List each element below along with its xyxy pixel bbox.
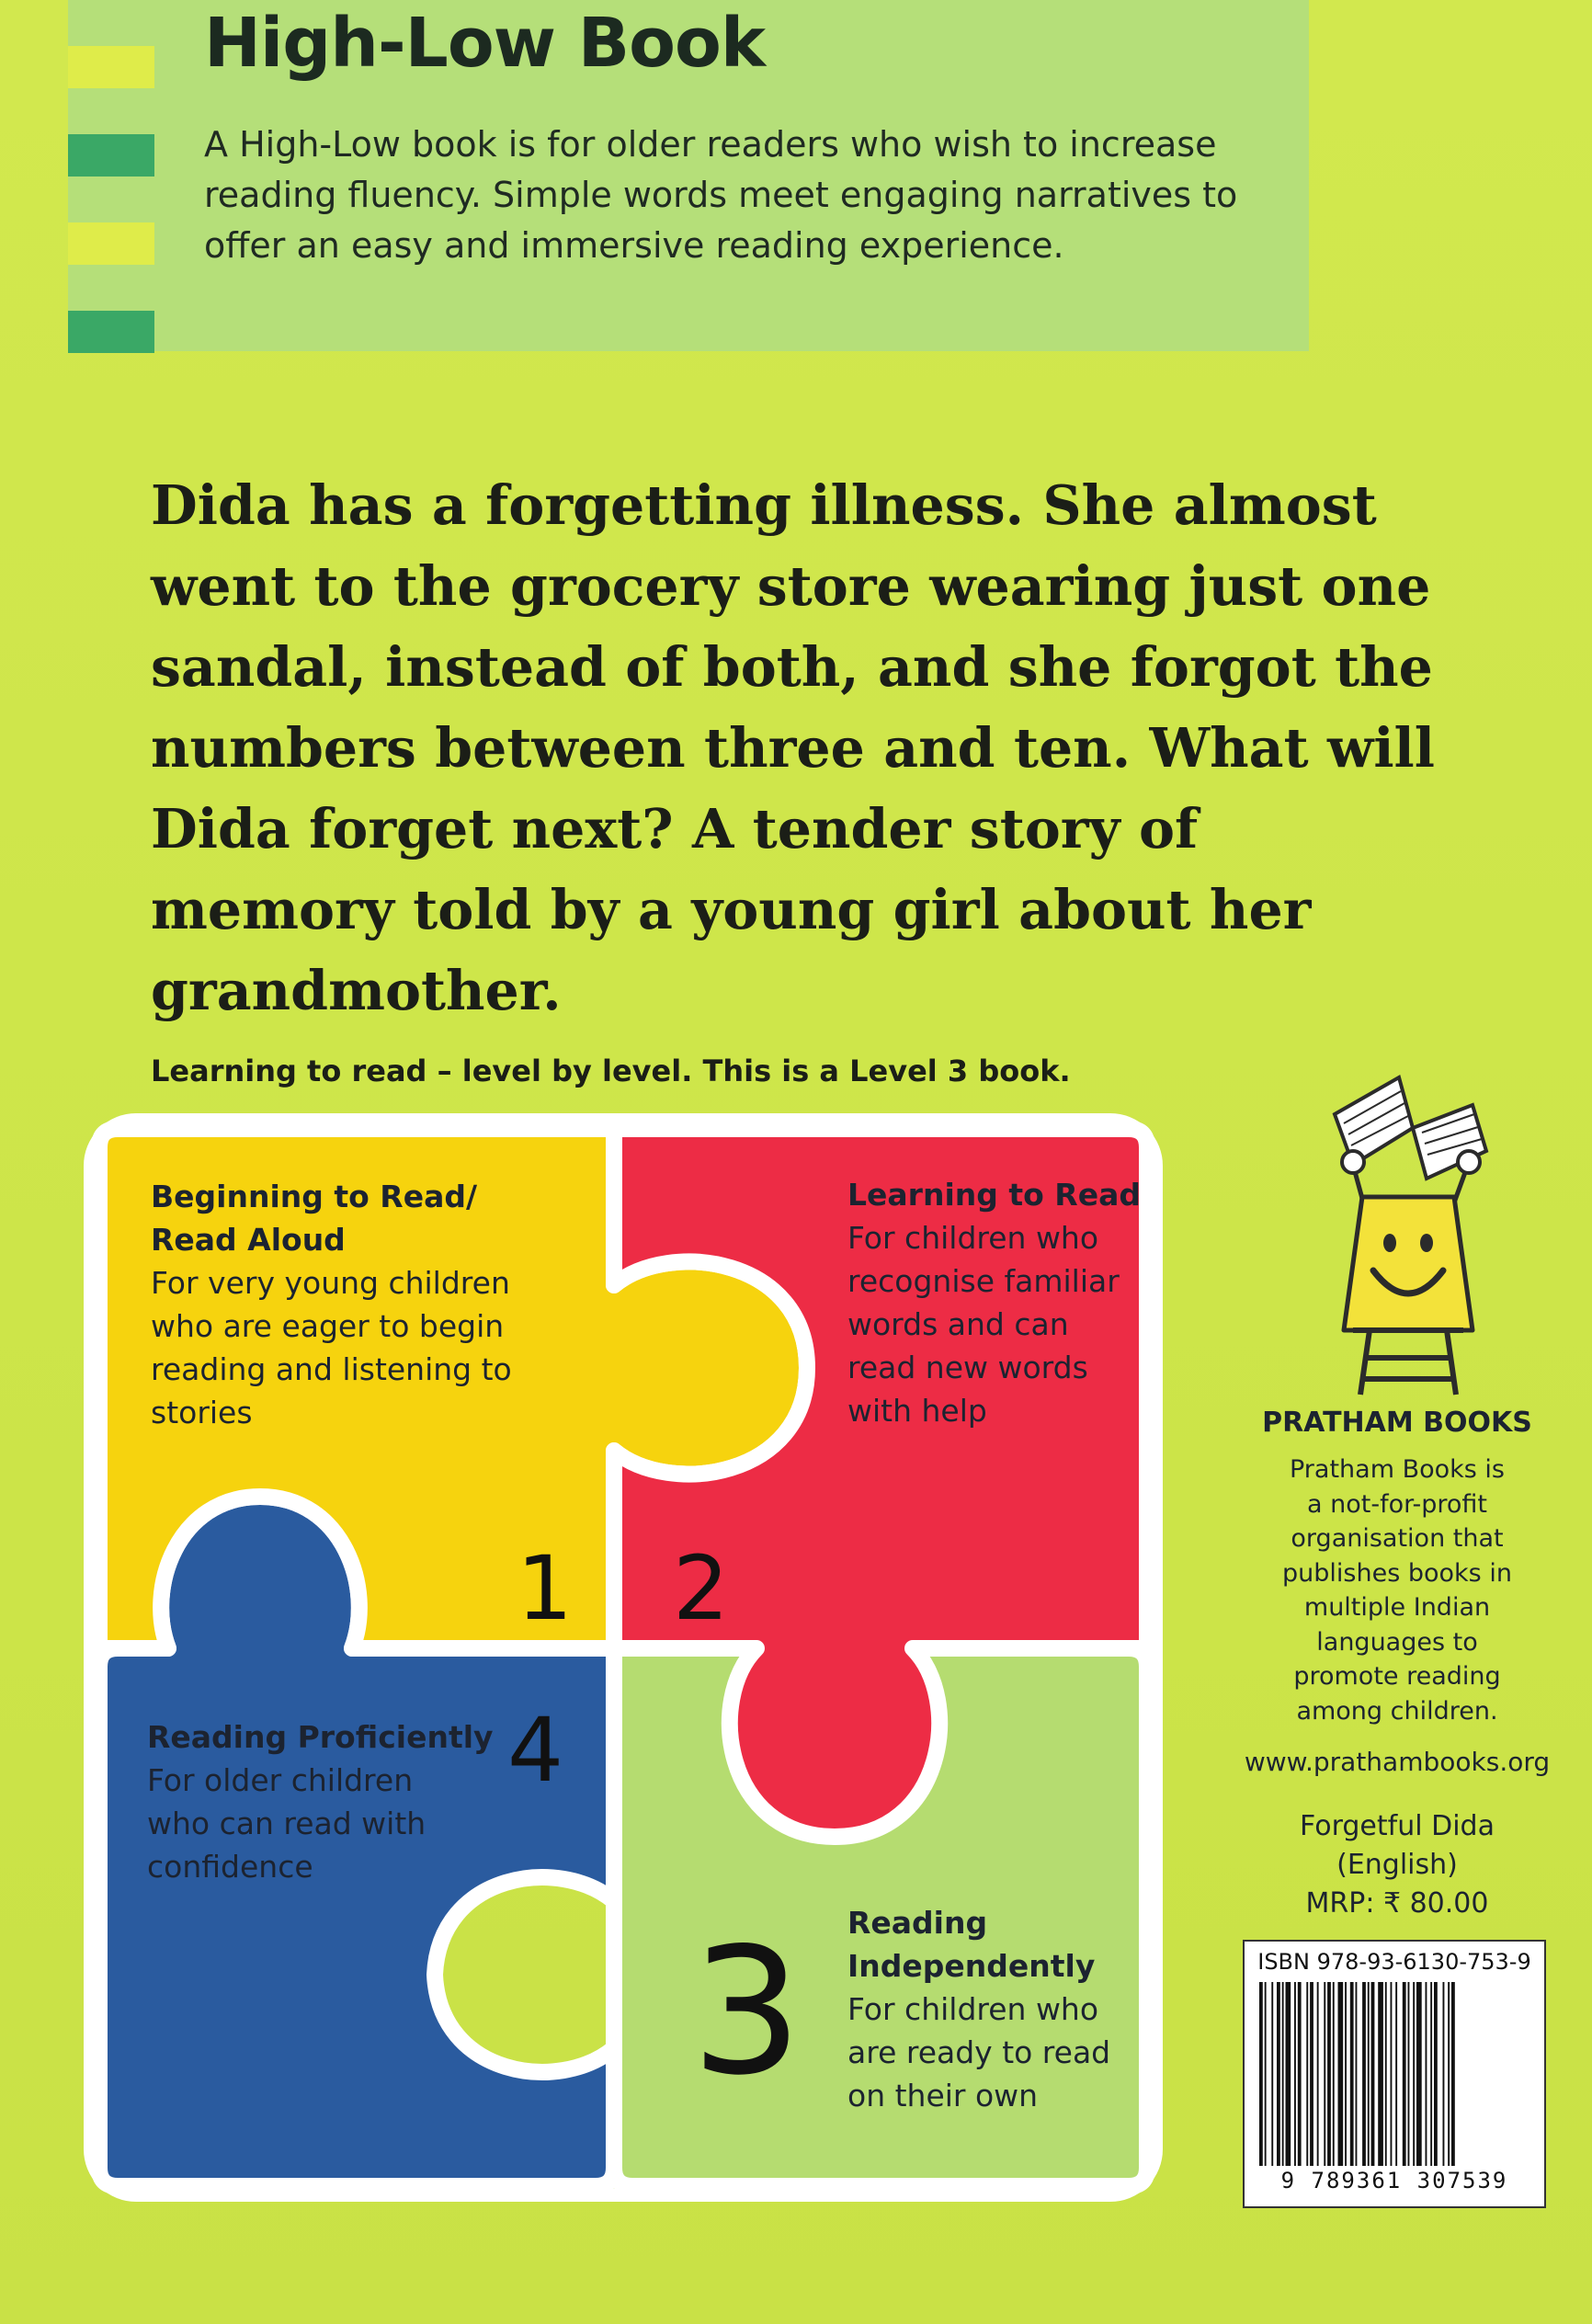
publisher-description — [1259, 1452, 1535, 1728]
level-2-body-line: words and can — [847, 1306, 1069, 1342]
barcode-bar — [1371, 1982, 1375, 2166]
publisher-description-line: multiple Indian — [1303, 1593, 1491, 1622]
publisher-description-line: among children. — [1296, 1696, 1498, 1726]
barcode-box — [1243, 1940, 1546, 2208]
barcode-digits: 9 789361 307539 — [1280, 2168, 1508, 2193]
level-1-body-line: For very young children — [151, 1265, 510, 1301]
barcode-bar — [1345, 1982, 1347, 2166]
barcode-bar — [1430, 1982, 1432, 2166]
publisher-url: www.prathambooks.org — [1244, 1747, 1551, 1777]
barcode-bar — [1317, 1982, 1319, 2166]
level-4-number: 4 — [507, 1699, 564, 1802]
barcode-bar — [1451, 1982, 1455, 2166]
barcode-bar — [1378, 1982, 1383, 2166]
barcode-bar — [1324, 1982, 1325, 2166]
level-1-title-line1: Beginning to Read/ — [151, 1179, 478, 1214]
barcode-bar — [1298, 1982, 1302, 2166]
barcode-bar — [1282, 1982, 1284, 2166]
barcode-bar — [1434, 1982, 1438, 2166]
barcode-bar — [1391, 1982, 1393, 2166]
barcode-bar — [1327, 1982, 1331, 2166]
level-2-text — [847, 1173, 1141, 1432]
barcode-bar — [1448, 1982, 1450, 2166]
barcode-bar — [1443, 1982, 1445, 2166]
book-price: MRP: ₹ 80.00 — [1305, 1887, 1489, 1920]
barcode-bar — [1408, 1982, 1410, 2166]
high-low-description: A High-Low book is for older readers who wish to increase reading fluency. Simple words meet engaging narratives to offer an easy and immersive reading experience. — [204, 124, 1238, 266]
stripe-dark — [68, 134, 154, 177]
level-4-body-line: who can read with — [147, 1806, 426, 1841]
level-2-body-line: with help — [847, 1393, 987, 1429]
stripe-dark — [68, 311, 154, 353]
barcode-bar — [1368, 1982, 1370, 2166]
barcode-bar — [1362, 1982, 1366, 2166]
publisher-description-line: promote reading — [1293, 1662, 1501, 1691]
publisher-description-line: Pratham Books is — [1290, 1455, 1505, 1484]
barcode-bar — [1356, 1982, 1358, 2166]
stripe-light — [68, 46, 154, 88]
level-1-body-line: who are eager to begin — [151, 1308, 505, 1344]
barcode-bar — [1271, 1982, 1273, 2166]
publisher-description-line: publishes books in — [1282, 1558, 1512, 1588]
barcode-bar — [1395, 1982, 1397, 2166]
barcode-bar — [1413, 1982, 1415, 2166]
level-4-body-line: confidence — [147, 1849, 313, 1885]
level-3-body-line: For children who — [847, 1991, 1099, 2027]
publisher-description-line: languages to — [1316, 1627, 1478, 1657]
barcode-bar — [1338, 1982, 1344, 2166]
publisher-name: PRATHAM BOOKS — [1262, 1407, 1532, 1439]
barcode-bar — [1403, 1982, 1406, 2166]
barcode-bar — [1333, 1982, 1335, 2166]
level-2-body-line: read new words — [847, 1350, 1088, 1385]
level-3-body-line: on their own — [847, 2078, 1039, 2113]
level-2-number: 2 — [673, 1537, 730, 1640]
high-low-title: High-Low Book — [204, 4, 766, 83]
book-info — [1250, 1807, 1544, 1923]
level-2-title: Learning to Read — [847, 1177, 1141, 1213]
book-language: (English) — [1336, 1849, 1458, 1881]
barcode-bar — [1259, 1982, 1263, 2166]
level-3-title-line2: Independently — [847, 1948, 1096, 1984]
level-2-body-line: recognise familiar — [847, 1263, 1120, 1299]
barcode-bar — [1286, 1982, 1291, 2166]
level-3-body-line: are ready to read — [847, 2034, 1111, 2070]
level-2-body-line: For children who — [847, 1220, 1099, 1256]
barcode-image — [1254, 1982, 1535, 2166]
barcode-bar — [1277, 1982, 1280, 2166]
barcode-bar — [1265, 1982, 1267, 2166]
level-4-title: Reading Proficiently — [147, 1719, 494, 1755]
level-1-text — [151, 1175, 512, 1434]
publisher-description-line: a not-for-profit — [1307, 1489, 1487, 1519]
isbn-text: ISBN 978-93-6130-753-9 — [1257, 1949, 1531, 1975]
barcode-bar — [1385, 1982, 1387, 2166]
barcode-bar — [1416, 1982, 1422, 2166]
level-1-body-line: reading and listening to — [151, 1351, 512, 1387]
barcode-bar — [1294, 1982, 1296, 2166]
level-3-text — [847, 1901, 1110, 2117]
story-blurb: Dida has a forgetting illness. She almost went to the grocery store wearing just one sandal, instead of both, and she forgot the numbers between three and ten. What will Dida forget next? A tender story of memory told by a young girl about her grandmother. — [151, 473, 1436, 1022]
barcode-bar — [1306, 1982, 1308, 2166]
pratham-books-logo — [1298, 1041, 1518, 1399]
level-4-text — [147, 1715, 494, 1888]
level-3-title-line1: Reading — [847, 1905, 988, 1941]
level-1-number: 1 — [517, 1537, 574, 1640]
stripe-light — [68, 222, 154, 265]
level-1-body-line: stories — [151, 1395, 253, 1430]
level-intro: Learning to read – level by level. This is a Level 3 book. — [151, 1054, 1071, 1088]
publisher-description-line: organisation that — [1291, 1524, 1504, 1553]
level-1-title-line2: Read Aloud — [151, 1222, 346, 1258]
barcode-bar — [1426, 1982, 1427, 2166]
level-4-body-line: For older children — [147, 1762, 414, 1798]
book-title: Forgetful Dida — [1300, 1810, 1495, 1842]
barcode-bar — [1310, 1982, 1313, 2166]
barcode-bar — [1350, 1982, 1354, 2166]
level-3-number: 3 — [691, 1910, 802, 2113]
